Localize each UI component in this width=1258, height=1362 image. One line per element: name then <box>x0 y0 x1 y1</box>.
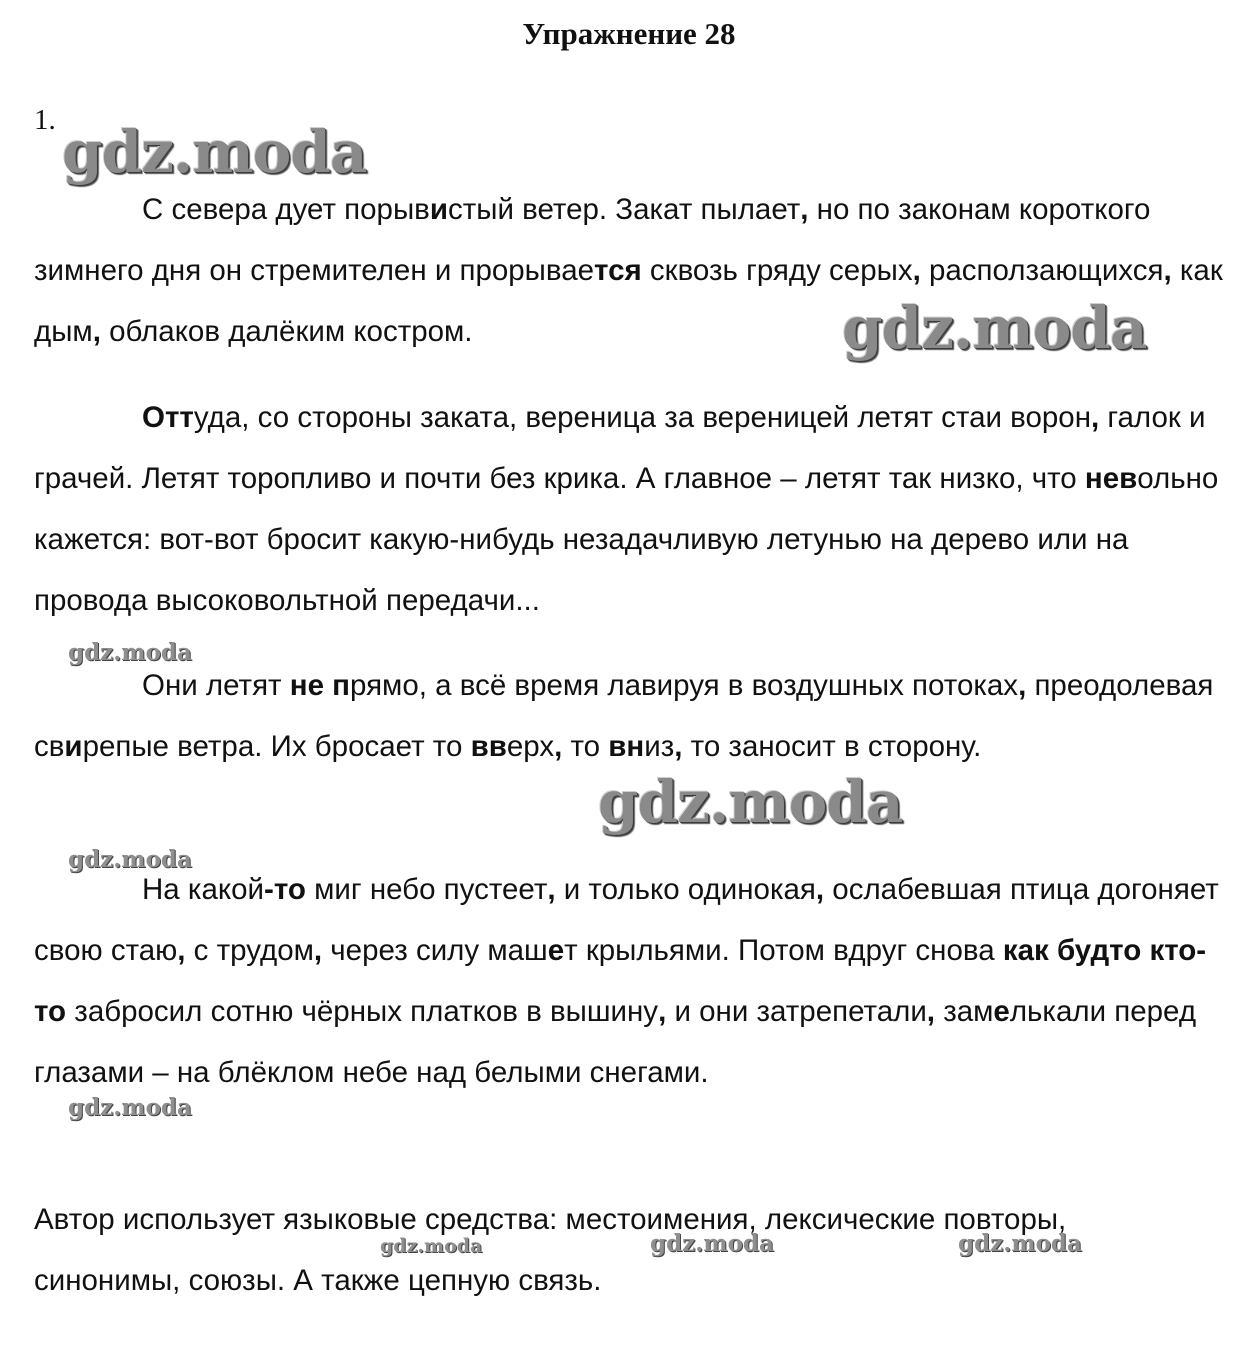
paragraph-4: На какой-то миг небо пустеет, и только одинокая, ослабевшая птица догоняет свою стаю, с трудом, через силу машет крыльями. Потом вдруг снова как будто кто-то забросил сотню чёрных платков в вышину, и они затрепетали, замелькали перед глазами – на блёклом небе над белыми снегами. <box>34 873 1219 1089</box>
watermark: gdz.moda <box>68 1094 192 1121</box>
paragraph-2: Оттуда, со стороны заката, вереница за вереницей летят стаи ворон, галок и грачей. Летят торопливо и почти без крика. А главное – летят так низко, что невольно кажется: вот-вот бросит какую-нибудь незадачливую летунью на дерево или на провода высоковольтной передачи... <box>34 401 1219 617</box>
item-number: 1. <box>34 104 56 136</box>
watermark: gdz.moda <box>68 846 192 873</box>
watermark: gdz.moda <box>958 1230 1082 1257</box>
paragraph-1: С севера дует порывистый ветер. Закат пылает, но по законам короткого зимнего дня он стремителен и прорывается сквозь гряду серых, расползающихся, как дым, облаков далёким костром. <box>34 193 1223 348</box>
watermark: gdz.moda <box>380 1235 483 1257</box>
page-title: Упражнение 28 <box>522 16 736 51</box>
paragraph-3: Они летят не прямо, а всё время лавируя в воздушных потоках, преодолевая свирепые ветра. Их бросает то вверх, то вниз, то заносит в сторону. <box>34 669 1214 763</box>
watermark: gdz.moda <box>68 639 192 666</box>
watermark: gdz.moda <box>842 294 1147 362</box>
paragraph-5: Автор использует языковые средства: местоимения, лексические повторы, синонимы, союзы. А также цепную связь. <box>34 1203 1067 1297</box>
watermark: gdz.moda <box>650 1230 774 1257</box>
watermark: gdz.moda <box>62 118 367 186</box>
watermark: gdz.moda <box>598 768 903 836</box>
